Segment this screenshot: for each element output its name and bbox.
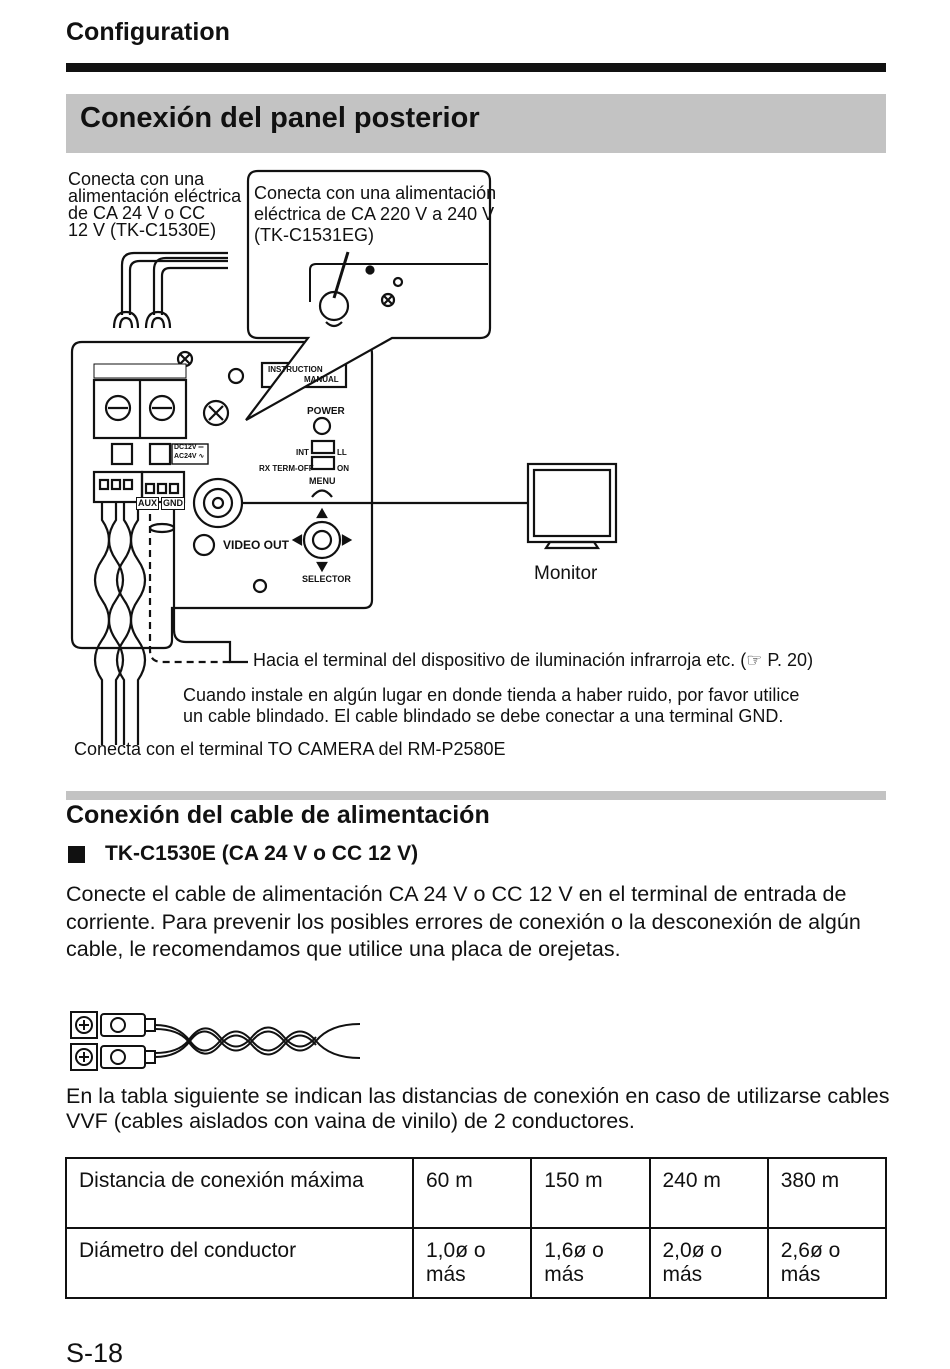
power-24v-line-3: de CA 24 V o CC xyxy=(68,203,206,223)
lug-plate-illustration xyxy=(68,1008,368,1074)
power-220v-line-2: eléctrica de CA 220 V a 240 V xyxy=(254,204,495,224)
power-wire-24v-a xyxy=(122,253,228,315)
paragraph-vvf-cables: En la tabla siguiente se indican las distancias de conexión en caso de utilizarse cables VVF (cables aislados con vaina de vinilo) de 2 conductores. xyxy=(66,1084,890,1133)
section-title: Conexión del panel posterior xyxy=(80,102,480,134)
power-220v-line-1: Conecta con una alimentación xyxy=(254,183,497,203)
power-220v-line-3: (TK-C1531EG) xyxy=(254,225,375,245)
twisted-pair-b xyxy=(109,502,123,745)
model-heading xyxy=(66,842,418,866)
panel-int-label: INT xyxy=(296,448,309,457)
sub-section-rule xyxy=(66,791,886,800)
table-cell: Diámetro del conductor xyxy=(66,1228,413,1298)
panel-video-out-label: VIDEO OUT xyxy=(223,538,290,552)
table-cell: 380 m xyxy=(768,1158,886,1228)
table-cell: 2,6ø o más xyxy=(768,1228,886,1298)
twisted-pair-c xyxy=(117,502,131,745)
table-cell: 240 m xyxy=(650,1158,768,1228)
table-cell: 1,0ø o más xyxy=(413,1228,531,1298)
rear-panel-diagram xyxy=(0,160,950,780)
power-wire-24v-b xyxy=(154,258,228,315)
square-bullet-icon xyxy=(68,846,85,863)
power-24v-line-2: alimentación eléctrica xyxy=(68,186,242,206)
rx-term-switch xyxy=(312,457,334,469)
int-ll-switch xyxy=(312,441,334,453)
bottom-hole xyxy=(254,580,266,592)
panel-gnd-label: GND xyxy=(163,498,183,508)
table-cell: 1,6ø o más xyxy=(531,1228,649,1298)
selector-ring xyxy=(304,522,340,558)
table-cell: 150 m xyxy=(531,1158,649,1228)
table-cell: 60 m xyxy=(413,1158,531,1228)
shielded-cable-line-1: Cuando instale en algún lugar en donde tienda a haber ruido, por favor utilice xyxy=(183,685,800,705)
paragraph-lug-plate: Conecte el cable de alimentación CA 24 V o CC 12 V en el terminal de entrada de corriente. Para prevenir los posibles errores de conexión o la desconexión de algún cable, le recomendamos que utilice una placa de orejetas. xyxy=(66,882,861,961)
connection-distance-table xyxy=(65,1157,887,1299)
ir-terminal-note: Hacia el terminal del dispositivo de iluminación infrarroja etc. (☞ P. 20) xyxy=(253,650,814,670)
panel-dc12v-label: DC12V ═ xyxy=(174,444,204,451)
monitor-label: Monitor xyxy=(534,563,598,584)
panel-manual-label-1: INSTRUCTION xyxy=(268,365,323,374)
page-number: S-18 xyxy=(66,1338,124,1368)
header-label: Configuration xyxy=(66,18,230,46)
header-rule xyxy=(66,63,886,72)
sub-section-title: Conexión del cable de alimentación xyxy=(66,801,490,829)
panel-ll-label: LL xyxy=(337,448,347,457)
shielded-cable-line-2: un cable blindado. El cable blindado se debe conectar a una terminal GND. xyxy=(183,706,784,726)
video-out-connector xyxy=(194,479,242,527)
fork-lug-right xyxy=(146,312,170,328)
panel-rx-term-label: RX TERM-OFF xyxy=(259,464,314,473)
to-camera-note: Conecta con el terminal TO CAMERA del RM-P2580E xyxy=(74,739,506,759)
panel-ac24v-label: AC24V ∿ xyxy=(174,453,205,460)
ir-cable-solid xyxy=(174,510,248,662)
table-row xyxy=(66,1158,886,1228)
twisted-pair-d xyxy=(131,502,145,745)
screw-mid xyxy=(229,369,243,383)
power-wire-24v-b2 xyxy=(162,268,228,315)
table-cell: Distancia de conexión máxima xyxy=(66,1158,413,1228)
panel-selector-label: SELECTOR xyxy=(302,574,351,584)
rs485-terminal-block xyxy=(94,472,142,502)
power-24v-line-4: 12 V (TK-C1530E) xyxy=(68,220,217,240)
model-heading-text: TK-C1530E (CA 24 V o CC 12 V) xyxy=(105,842,419,865)
selector-center xyxy=(313,531,331,549)
power-24v-line-1: Conecta con una xyxy=(68,169,205,189)
panel-menu-label: MENU xyxy=(309,476,336,486)
twisted-pair-a xyxy=(95,502,109,745)
panel-power-label: POWER xyxy=(307,406,345,417)
panel-on-label: ON xyxy=(337,464,349,473)
shield-ring xyxy=(150,524,174,532)
monitor-outline xyxy=(528,464,616,542)
menu-button xyxy=(312,491,332,498)
table-row xyxy=(66,1228,886,1298)
video-out-nut xyxy=(194,535,214,555)
table-cell: 2,0ø o más xyxy=(650,1228,768,1298)
fork-lug-left xyxy=(114,312,138,328)
panel-aux-label: AUX xyxy=(138,498,158,508)
panel-manual-label-2: MANUAL xyxy=(304,375,339,384)
